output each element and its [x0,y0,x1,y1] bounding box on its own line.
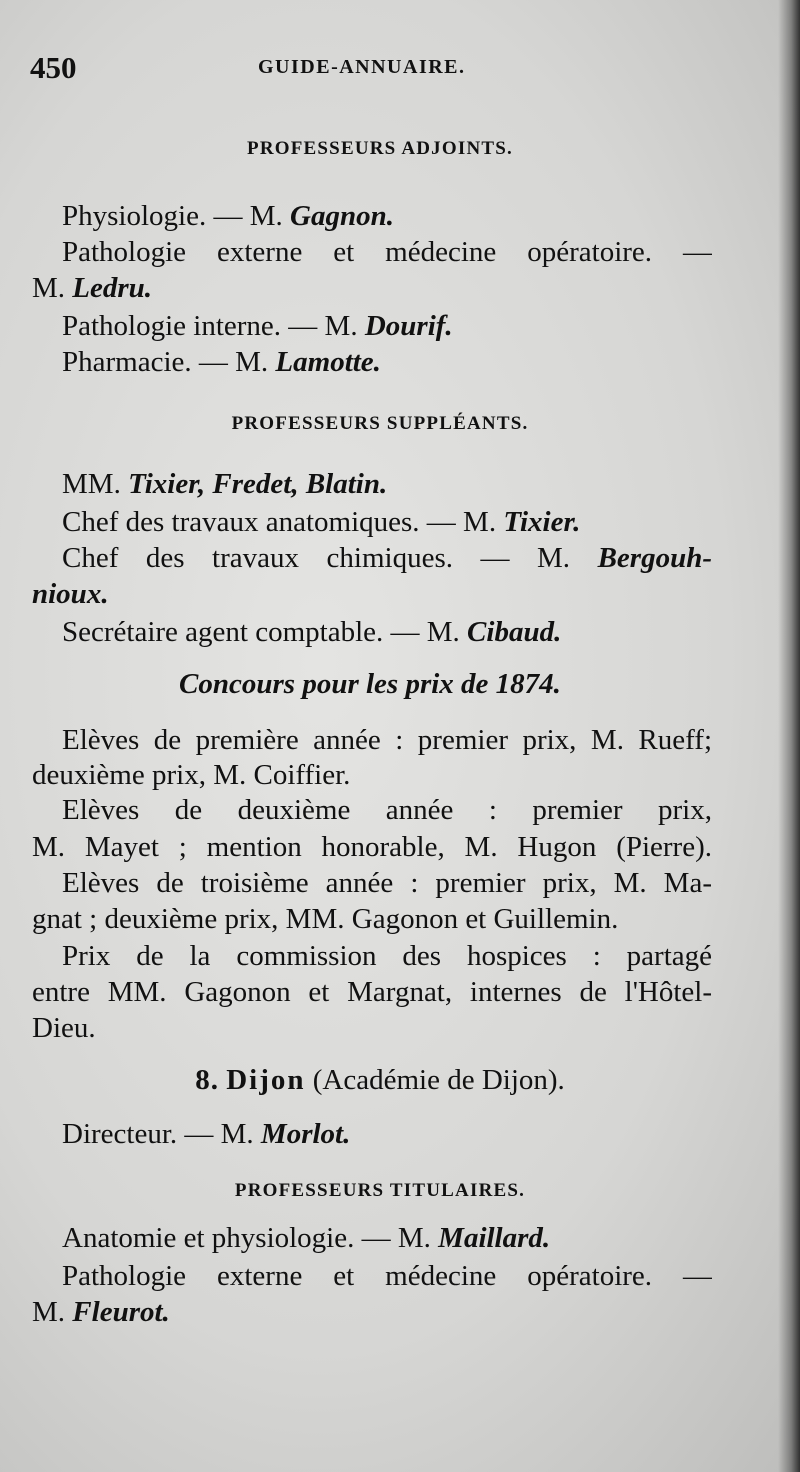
text-line: deuxième prix, M. Coiffier. [32,759,351,791]
text-line: Secrétaire agent comptable. — M. Cibaud. [62,616,562,648]
text-line: MM. Tixier, Fredet, Blatin. [62,468,388,500]
text-line: Chef des travaux anatomiques. — M. Tixier. [62,506,581,538]
text-line: Pathologie externe et médecine opératoire. — [62,1260,712,1292]
running-header [30,50,750,90]
entry-number: 8. [195,1064,219,1096]
page-edge-shadow [778,0,800,1472]
concours-heading: Concours pour les prix de 1874. [179,668,561,700]
person-name: Fleurot. [72,1296,170,1328]
person-name: Ledru. [72,272,153,304]
person-name: Maillard. [438,1222,551,1254]
text-line: Anatomie et physiologie. — M. Maillard. [62,1222,551,1254]
text-line: gnat ; deuxième prix, MM. Gagonon et Guillemin. [32,903,619,935]
person-name: Morlot. [260,1118,351,1150]
person-name: Bergouh- [597,542,712,574]
person-name: Tixier. [503,506,581,538]
text-line: Chef des travaux chimiques. — M. Bergouh- [62,542,712,574]
text-line: Pharmacie. — M. Lamotte. [62,346,381,378]
text-line: M. Fleurot. [32,1296,170,1328]
text-line: Pathologie externe et médecine opératoire. — [62,236,712,268]
text-line: M. Ledru. [32,272,153,304]
text-line: Pathologie interne. — M. Dourif. [62,310,453,342]
person-name: Tixier, Fredet, Blatin. [128,468,388,500]
person-name: nioux. [32,578,109,610]
text-line: Elèves de première année : premier prix, M. Rueff; [62,724,712,756]
text-line [32,576,712,612]
person-name: Gagnon. [290,200,394,232]
person-name: Lamotte. [275,346,381,378]
text-line: Elèves de troisième année : premier prix, M. Ma- [62,867,712,899]
person-name: Cibaud. [467,616,562,648]
text-line: M. Mayet ; mention honorable, M. Hugon (Pierre). [32,831,712,863]
text-line: Physiologie. — M. Gagnon. [62,200,394,232]
page-number: 450 [30,50,77,85]
text-line: Prix de la commission des hospices : partagé [62,940,712,972]
text-line: entre MM. Gagonon et Margnat, internes de l'Hôtel- [32,976,712,1008]
city-heading [10,1062,750,1098]
text-line: Directeur. — M. Morlot. [62,1118,351,1150]
section-heading-adjoints: PROFESSEURS ADJOINTS. [247,138,513,159]
text-line: Dieu. [32,1012,96,1044]
city-name: Dijon [226,1064,306,1096]
section-heading-titulaires: PROFESSEURS TITULAIRES. [234,1180,526,1201]
running-title: GUIDE-ANNUAIRE. [258,56,466,78]
academy-name: (Académie de Dijon). [312,1064,565,1096]
text-line: Elèves de deuxième année : premier prix, [62,794,712,826]
section-heading-suppleants: PROFESSEURS SUPPLÉANTS. [231,413,529,434]
person-name: Dourif. [364,310,453,342]
